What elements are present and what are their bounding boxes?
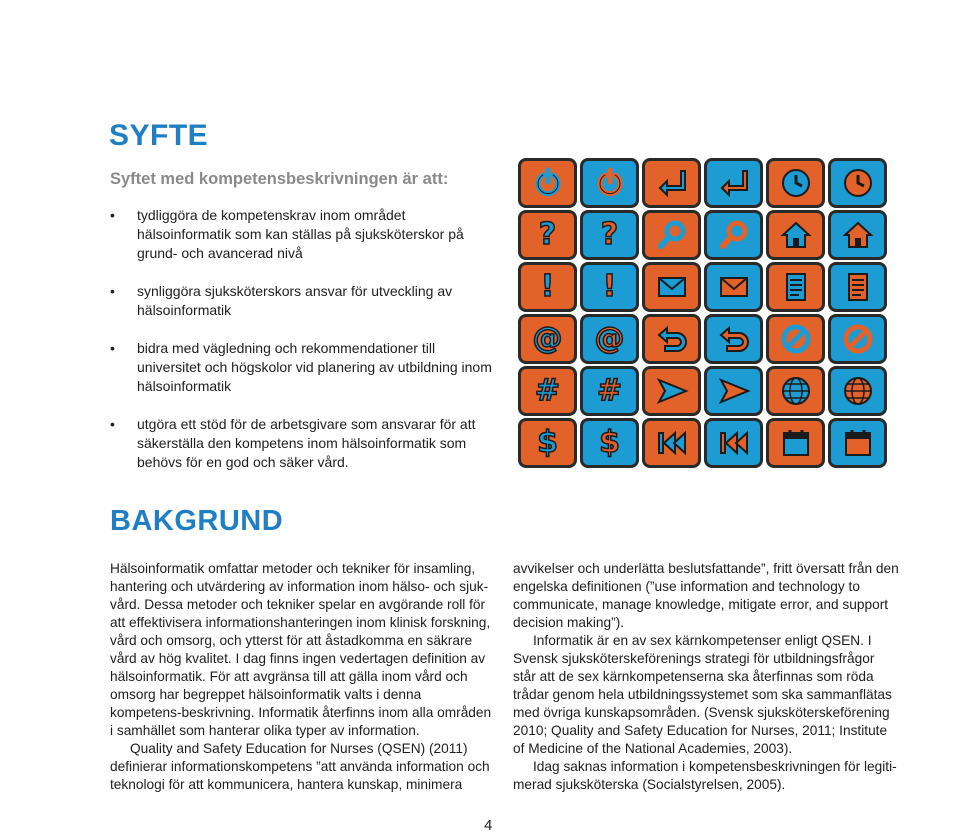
paragraph: avvikelser och underlätta beslutsfattande”, fritt översatt från den engelska definitionen (”use information and technology to communicate, manage knowledge, mitigate error, and support decision making”). <box>513 561 899 630</box>
envelope-icon <box>642 262 701 312</box>
bullet-item <box>110 206 500 263</box>
prohibited-icon <box>766 314 825 364</box>
dollar-icon: $ <box>580 418 639 468</box>
rewind-icon <box>704 418 763 468</box>
globe-icon <box>766 366 825 416</box>
send-arrow-icon <box>642 366 701 416</box>
syfte-bullet-list <box>110 206 500 491</box>
document-icon <box>766 262 825 312</box>
prohibited-icon <box>828 314 887 364</box>
at-sign-icon: @ <box>580 314 639 364</box>
bullet-item <box>110 415 500 472</box>
clock-icon <box>766 158 825 208</box>
paragraph: Quality and Safety Education for Nurses (QSEN) (2011) definierar informationskompetens ”att använda information och teknologi för att kommunicera, hantera kunskap, minimera <box>110 741 490 792</box>
bullet-dot: • <box>110 283 115 299</box>
bullet-text: tydliggöra de kompetenskrav inom området hälsoinformatik som kan ställas på sjuksköterskor på grund- och avancerad nivå <box>137 207 464 261</box>
globe-icon <box>828 366 887 416</box>
enter-arrow-icon <box>704 158 763 208</box>
question-icon: ? <box>518 210 577 260</box>
document-icon <box>828 262 887 312</box>
power-icon <box>580 158 639 208</box>
undo-arrow-icon <box>642 314 701 364</box>
bullet-item <box>110 339 500 396</box>
calendar-icon <box>766 418 825 468</box>
envelope-icon <box>704 262 763 312</box>
clock-icon <box>828 158 887 208</box>
power-icon <box>518 158 577 208</box>
home-icon <box>828 210 887 260</box>
bakgrund-right-column <box>513 560 899 794</box>
section-heading-syfte: SYFTE <box>109 119 209 152</box>
bullet-dot: • <box>110 207 115 223</box>
undo-arrow-icon <box>704 314 763 364</box>
question-icon: ? <box>580 210 639 260</box>
search-icon <box>642 210 701 260</box>
search-icon <box>704 210 763 260</box>
bullet-text: bidra med vägledning och rekommendationer till universitet och högskolor vid planering av utbildning inom hälsoinformatik <box>137 340 492 394</box>
paragraph: Informatik är en av sex kärnkompetenser enligt QSEN. I Svensk sjuksköterskeförenings strategi för utbildningsfrågor står att de sex kärnkompetenserna ska återfinnas som röda trådar genom hela utbildningssystemet som ska sammanflätas med övriga kunskapsområden. (Svensk sjuksköterskeförening 2010; Quality and Safety Education for Nurses, 2011; Institute of Medicine of the National Academies, 2003). <box>513 633 892 756</box>
bullet-dot: • <box>110 340 115 356</box>
bullet-text: synliggöra sjuksköterskors ansvar för utveckling av hälsoinformatik <box>137 283 453 318</box>
bullet-item <box>110 282 500 320</box>
enter-arrow-icon <box>642 158 701 208</box>
rewind-icon <box>642 418 701 468</box>
dollar-icon: $ <box>518 418 577 468</box>
bullet-dot: • <box>110 416 115 432</box>
syfte-subtitle: Syftet med kompetensbeskrivningen är att: <box>110 170 449 188</box>
paragraph: Idag saknas information i kompetensbeskrivningen för legiti-merad sjuksköterska (Socialstyrelsen, 2005). <box>513 759 897 792</box>
hash-icon: # <box>518 366 577 416</box>
section-heading-bakgrund: BAKGRUND <box>110 505 284 537</box>
calendar-icon <box>828 418 887 468</box>
hash-icon: # <box>580 366 639 416</box>
at-sign-icon: @ <box>518 314 577 364</box>
exclamation-icon: ! <box>518 262 577 312</box>
bakgrund-left-column <box>110 560 496 794</box>
page-number: 4 <box>484 817 493 834</box>
exclamation-icon: ! <box>580 262 639 312</box>
icon-grid-illustration <box>518 158 888 470</box>
send-arrow-icon <box>704 366 763 416</box>
bullet-text: utgöra ett stöd för de arbetsgivare som ansvarar för att säkerställa den kompetens inom hälsoinformatik som behövs för en god och säker vård. <box>137 416 476 470</box>
paragraph: Hälsoinformatik omfattar metoder och tekniker för insamling, hantering och utvärdering av information inom hälso- och sjuk-vård. Dessa metoder och tekniker spelar en avgörande roll för att effektivisera informationshanteringen inom klinisk forskning, vård och omsorg, och ytterst för att åstadkomma en säkrare vård av hög kvalitet. I dag finns ingen vedertagen definition av hälsoinformatik. För att avgränsa till att gälla inom vård och omsorg har begreppet hälsoinformatik valts i denna kompetens-beskrivning. Informatik återfinns inom alla områden i samhället som hanterar olika typer av information. <box>110 561 492 738</box>
home-icon <box>766 210 825 260</box>
